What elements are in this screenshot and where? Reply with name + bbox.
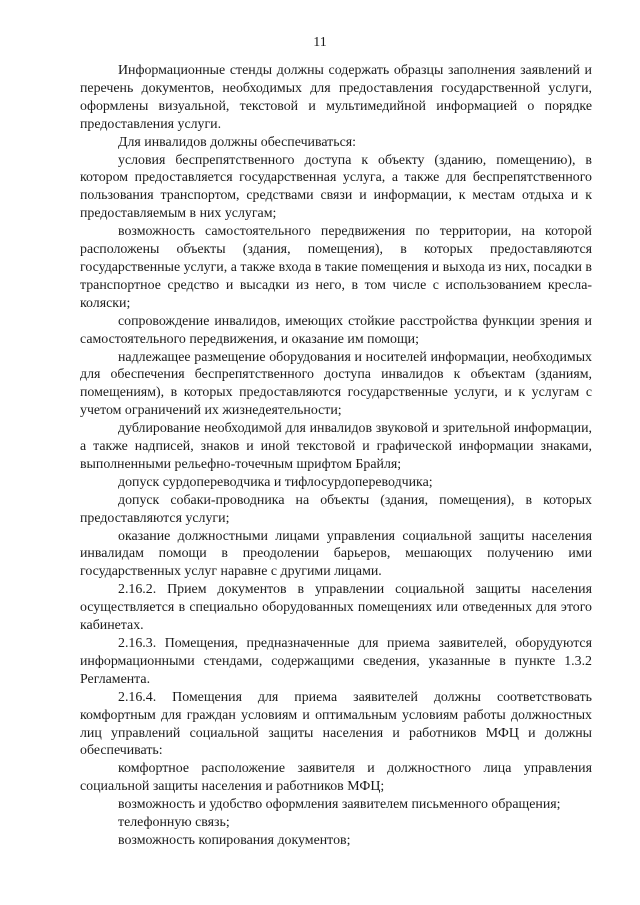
paragraph-2-16-4: 2.16.4. Помещения для приема заявителей должны соответствовать комфортным для граждан условиям и оптимальным условиям работы должностных лиц управлений социальной защиты населения и работников МФЦ и должны обеспечивать: [80, 689, 592, 759]
paragraph-escort: сопровождение инвалидов, имеющих стойкие расстройства функции зрения и самостоятельного передвижения, и оказание им помощи; [80, 313, 592, 347]
paragraph-comfortable-seating: комфортное расположение заявителя и должностного лица управления социальной защиты населения и работников МФЦ; [80, 761, 592, 795]
paragraph-sign-interpreter: допуск сурдопереводчика и тифлосурдопереводчика; [118, 474, 433, 490]
paragraph-2-16-2: 2.16.2. Прием документов в управлении социальной защиты населения осуществляется в специально оборудованных помещениях или отведенных для этого кабинетах. [80, 582, 592, 634]
paragraph-telephone: телефонную связь; [118, 815, 230, 831]
paragraph-independent-movement: возможность самостоятельного передвижения по территории, на которой расположены объекты (здания, помещения), в которых предоставляются государственные услуги, а также входа в такие помещения и выхода из них, посадки в транспортное средство и высадки из него, в том числе с использованием кресла-коляски; [80, 224, 592, 311]
paragraph-copying: возможность копирования документов; [118, 832, 351, 848]
paragraph-guide-dog: допуск собаки-проводника на объекты (здания, помещения), в которых предоставляются услуги; [80, 492, 592, 526]
paragraph-access-conditions: условия беспрепятственного доступа к объекту (зданию, помещению), в котором предоставляется государственная услуга, а также для беспрепятственного пользования транспортом, средствами связи и информации, к местам отдыха и к предоставляемым в них услугам; [80, 152, 592, 222]
paragraph-2-16-3: 2.16.3. Помещения, предназначенные для приема заявителей, оборудуются информационными стендами, содержащими сведения, указанные в пункте 1.3.2 Регламента. [80, 636, 592, 687]
document-body [80, 62, 592, 850]
paragraph-disabled-intro: Для инвалидов должны обеспечиваться: [118, 134, 356, 150]
paragraph-info-stands: Информационные стенды должны содержать образцы заполнения заявлений и перечень документов, необходимых для предоставления государственной услуги, оформлены визуальной, текстовой и мультимедийной информацией о порядке предоставления услуги. [80, 63, 592, 132]
page-number: 11 [313, 35, 327, 50]
paragraph-staff-assistance: оказание должностными лицами управления социальной защиты населения инвалидам помощи в преодолении барьеров, мешающих получению ими государственных услуг наравне с другими лицами. [80, 528, 592, 580]
paragraph-braille-duplication: дублирование необходимой для инвалидов звуковой и зрительной информации, а также надписей, знаков и иной текстовой и графической информации знаками, выполненными рельефно-точечным шрифтом Брайля; [80, 421, 592, 472]
paragraph-written-appeal: возможность и удобство оформления заявителем письменного обращения; [118, 797, 561, 813]
paragraph-equipment-placement: надлежащее размещение оборудования и носителей информации, необходимых для обеспечения беспрепятственного доступа инвалидов к объектам (зданиям, помещениям), в которых предоставляются государственные услуги, и к услугам с учетом ограничений их жизнедеятельности; [80, 349, 592, 419]
